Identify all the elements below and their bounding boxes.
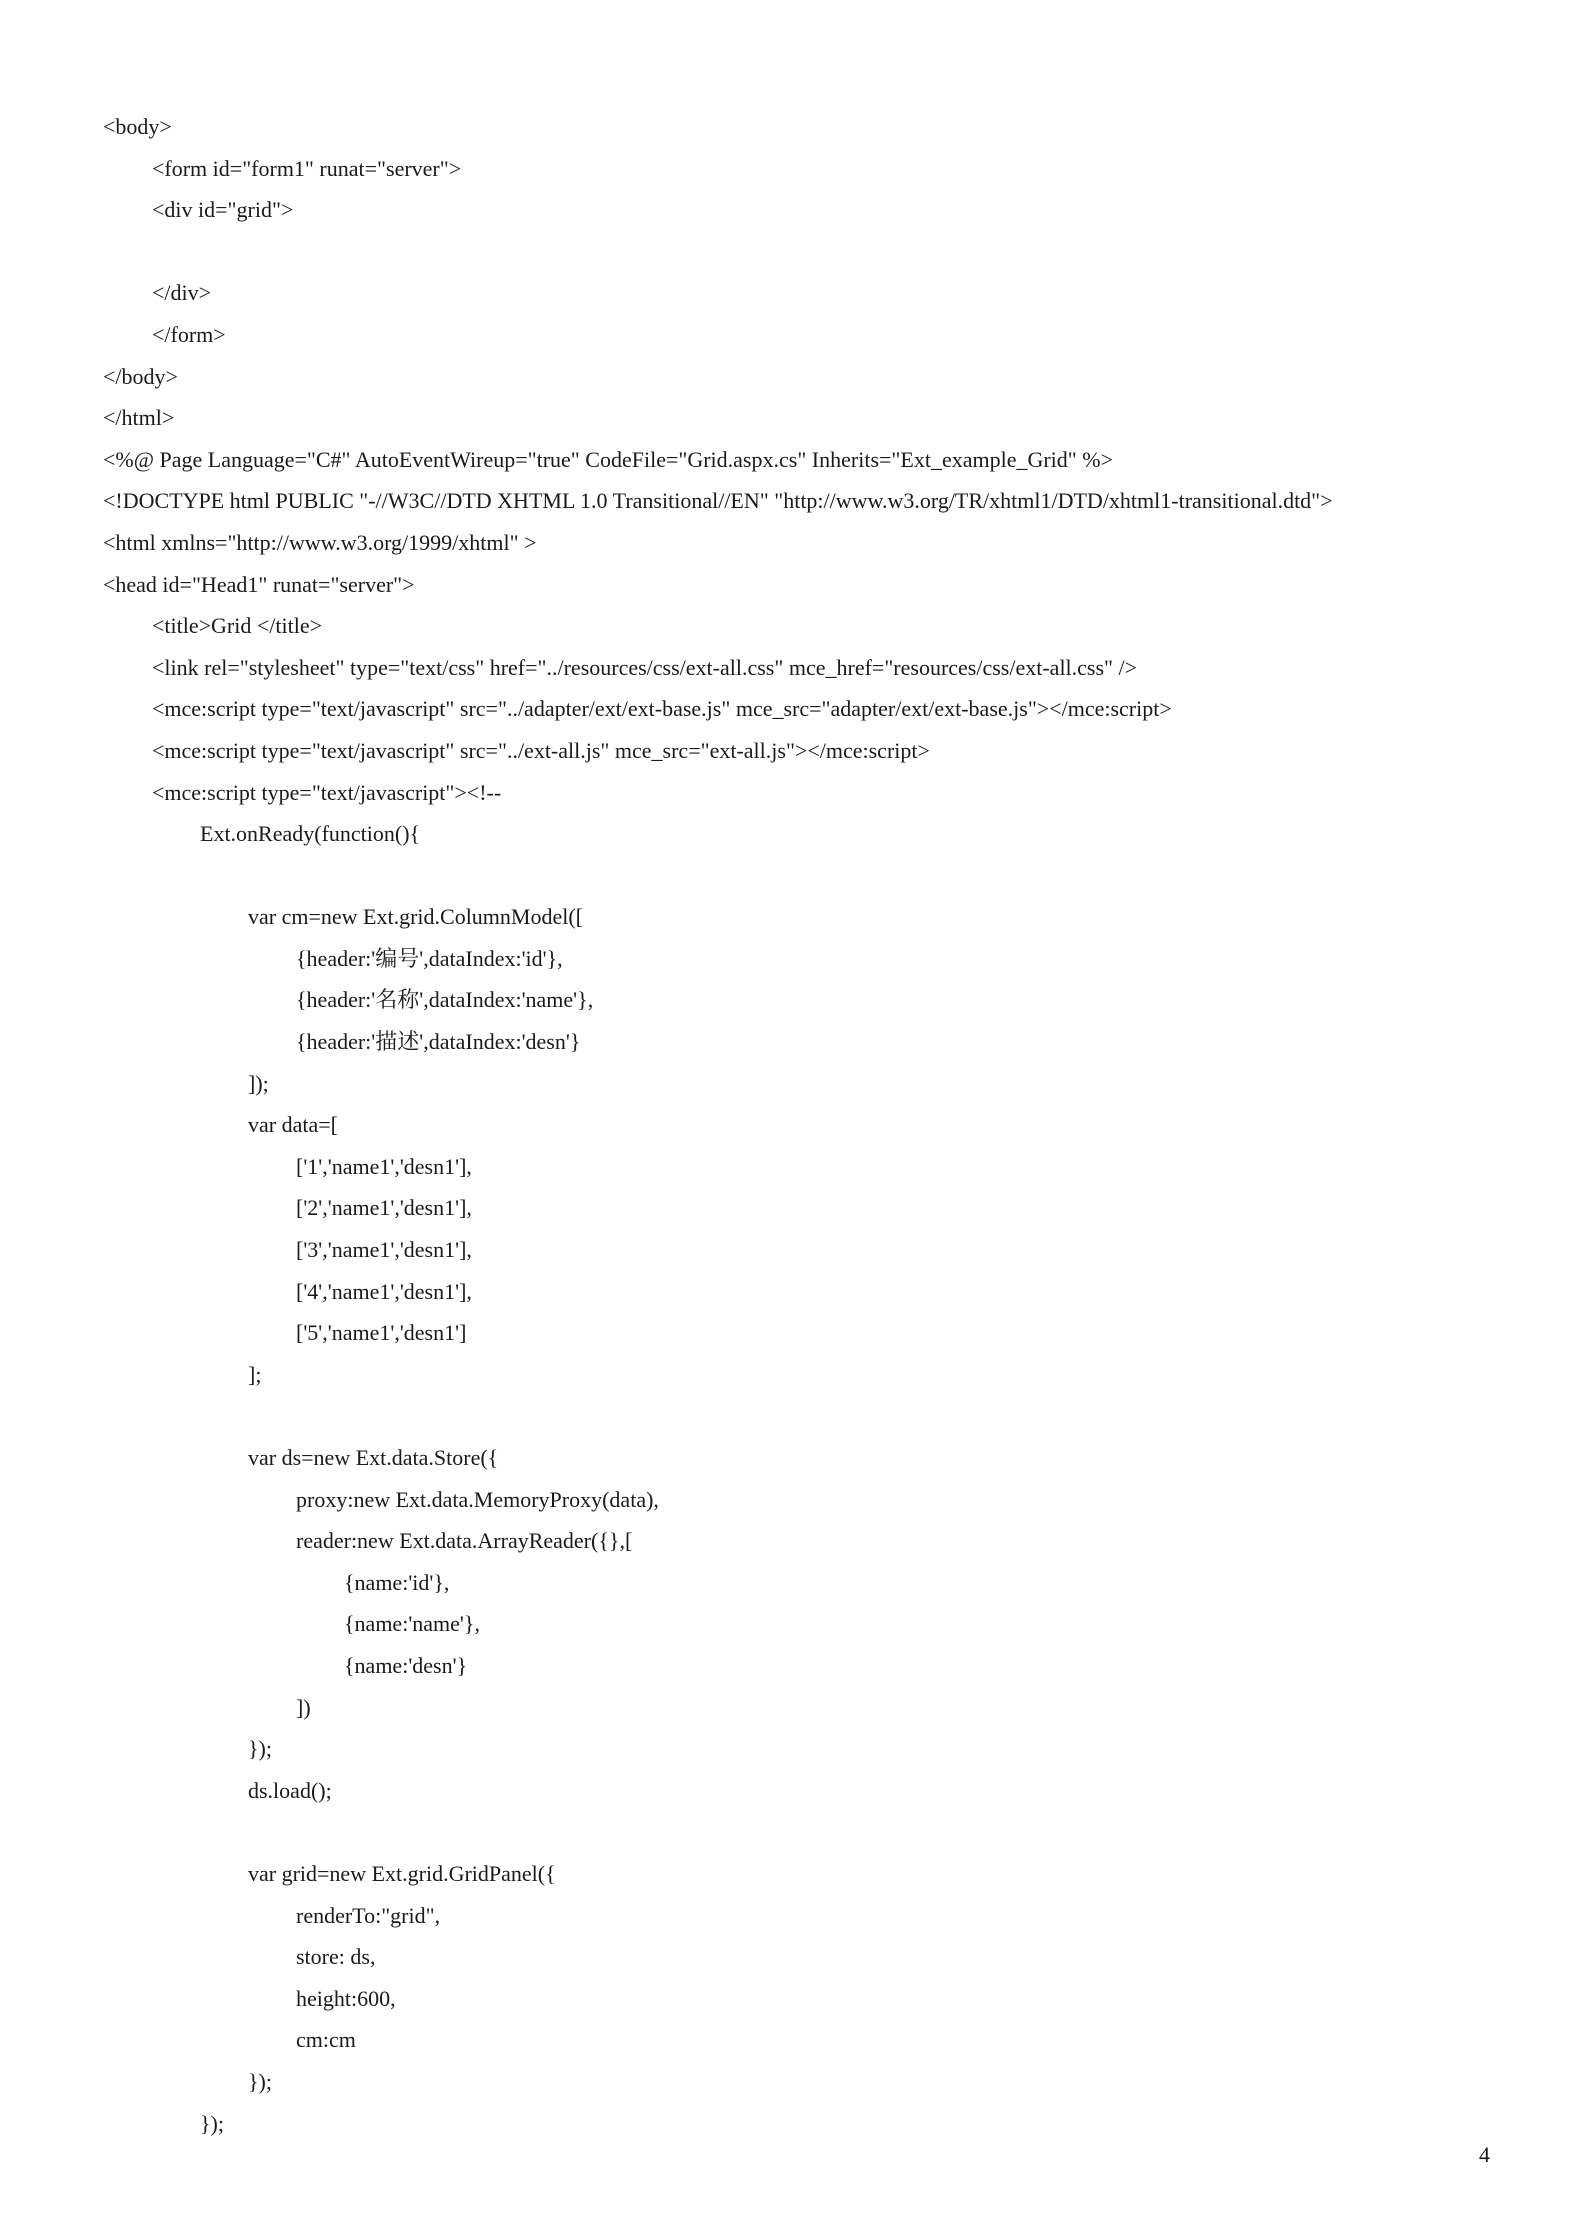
code-line: var cm=new Ext.grid.ColumnModel([ [248, 904, 584, 930]
code-line [103, 231, 1523, 273]
code-listing [103, 106, 1523, 2144]
code-line: {header:'名称',dataIndex:'name'}, [296, 987, 594, 1013]
code-line: cm:cm [296, 2027, 356, 2053]
code-line: ['1','name1','desn1'], [296, 1153, 472, 1179]
code-line: </form> [152, 321, 226, 347]
code-line: ds.load(); [248, 1777, 332, 1803]
code-line: }); [248, 2068, 272, 2094]
code-line: <html xmlns="http://www.w3.org/1999/xhtml" > [103, 529, 537, 555]
code-line: var ds=new Ext.data.Store({ [248, 1445, 499, 1470]
code-line: ]); [248, 1070, 269, 1096]
code-line: ['2','name1','desn1'], [296, 1195, 472, 1221]
code-line: <head id="Head1" runat="server"> [103, 571, 415, 597]
code-line: ]; [248, 1361, 262, 1387]
code-line: <link rel="stylesheet" type="text/css" href="../resources/css/ext-all.css" mce_href="resources/css/ext-all.css" /> [152, 654, 1138, 680]
code-line: <mce:script type="text/javascript" src="../ext-all.js" mce_src="ext-all.js"></mce:script> [152, 737, 930, 763]
code-line: ]) [296, 1694, 311, 1720]
code-line: ['5','name1','desn1'] [296, 1320, 467, 1346]
code-line: <mce:script type="text/javascript" src="../adapter/ext/ext-base.js" mce_src="adapter/ext/ext-base.js"></mce:script> [152, 696, 1172, 722]
code-line: var data=[ [248, 1112, 338, 1138]
code-line: }); [248, 1736, 272, 1762]
code-line: {name:'name'}, [344, 1611, 480, 1637]
code-line: <div id="grid"> [152, 197, 294, 223]
code-line: <title>Grid </title> [152, 613, 322, 639]
code-line: </div> [152, 280, 212, 306]
code-line: }); [200, 2110, 224, 2136]
code-line [103, 855, 1523, 897]
code-line: </body> [103, 363, 178, 389]
code-line: renderTo:"grid", [296, 1902, 441, 1928]
code-line: </html> [103, 405, 175, 431]
code-line: {header:'编号',dataIndex:'id'}, [296, 945, 563, 971]
code-line: reader:new Ext.data.ArrayReader({},[ [296, 1528, 633, 1554]
code-line: <body> [103, 114, 172, 139]
code-line: ['4','name1','desn1'], [296, 1278, 472, 1304]
code-line: ['3','name1','desn1'], [296, 1237, 472, 1263]
page-number: 4 [1479, 2142, 1490, 2167]
code-line: height:600, [296, 1985, 396, 2011]
code-line: var grid=new Ext.grid.GridPanel({ [248, 1860, 556, 1886]
code-line: <!DOCTYPE html PUBLIC "-//W3C//DTD XHTML 1.0 Transitional//EN" "http://www.w3.org/TR/xhtml1/DTD/xhtml1-transitional.dtd"> [103, 488, 1333, 514]
code-line: <%@ Page Language="C#" AutoEventWireup="true" CodeFile="Grid.aspx.cs" Inherits="Ext_example_Grid" %> [103, 446, 1114, 472]
code-line [103, 1395, 1523, 1437]
code-line: Ext.onReady(function(){ [200, 821, 421, 847]
code-line: proxy:new Ext.data.MemoryProxy(data), [296, 1486, 659, 1512]
code-line [103, 1811, 1523, 1853]
code-line: store: ds, [296, 1944, 376, 1970]
code-line: <mce:script type="text/javascript"><!-- [152, 779, 502, 805]
code-line: {name:'desn'} [344, 1652, 468, 1678]
code-line: {name:'id'}, [344, 1569, 450, 1595]
code-line: {header:'描述',dataIndex:'desn'} [296, 1029, 581, 1055]
code-line: <form id="form1" runat="server"> [152, 155, 462, 181]
